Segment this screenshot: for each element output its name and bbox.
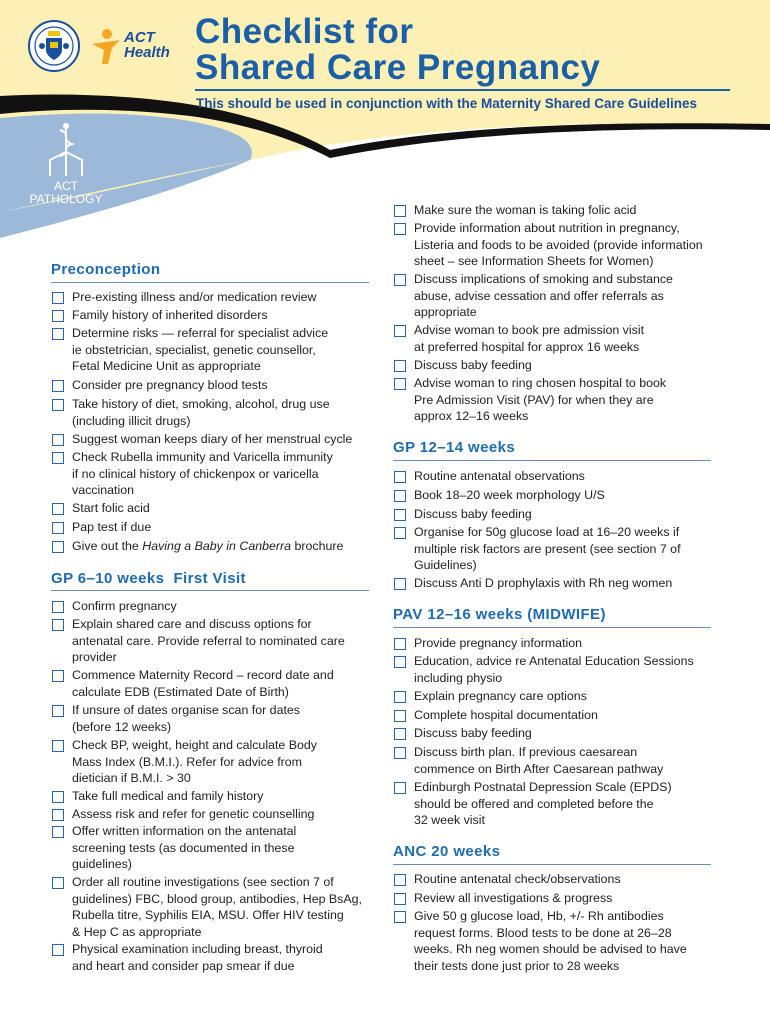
checkbox-icon[interactable] — [394, 874, 406, 886]
checkbox-icon[interactable] — [394, 656, 406, 668]
checkbox-icon[interactable] — [394, 728, 406, 740]
checkbox-icon[interactable] — [52, 740, 64, 752]
checkbox-icon[interactable] — [394, 691, 406, 703]
checkbox-icon[interactable] — [394, 360, 406, 372]
checkbox-icon[interactable] — [52, 826, 64, 838]
checkbox-icon[interactable] — [52, 328, 64, 340]
section-title-pav-12-16-weeks: PAV 12–16 weeks (MIDWIFE) — [393, 606, 606, 623]
checklist-item[interactable]: Routine antenatal check/observations — [394, 871, 621, 888]
checkbox-icon[interactable] — [394, 223, 406, 235]
checkbox-icon[interactable] — [52, 434, 64, 446]
checkbox-icon[interactable] — [52, 380, 64, 392]
page-title — [195, 14, 600, 86]
checkbox-icon[interactable] — [394, 747, 406, 759]
checklist-item[interactable]: Check BP, weight, height and calculate Body Mass Index (B.M.I.). Refer for advice from dietician if B.M.I. > 30 — [52, 737, 317, 787]
checkbox-icon[interactable] — [394, 205, 406, 217]
checkbox-icon[interactable] — [52, 452, 64, 464]
checklist-item[interactable]: Discuss baby feeding — [394, 357, 532, 374]
checklist-item[interactable]: Check Rubella immunity and Varicella immunity if no clinical history of chickenpox or varicella vaccination — [52, 449, 333, 499]
checklist-item[interactable]: Family history of inherited disorders — [52, 307, 268, 324]
checklist-item[interactable]: Offer written information on the antenatal screening tests (as documented in these guidelines) — [52, 823, 296, 873]
checkbox-icon[interactable] — [52, 541, 64, 553]
checklist-item[interactable]: If unsure of dates organise scan for dates (before 12 weeks) — [52, 702, 300, 735]
checkbox-icon[interactable] — [52, 705, 64, 717]
checklist-item[interactable]: Provide pregnancy information — [394, 635, 582, 652]
checklist-item[interactable]: Advise woman to ring chosen hospital to book Pre Admission Visit (PAV) for when they are approx 12–16 weeks — [394, 375, 666, 425]
checkbox-icon[interactable] — [52, 292, 64, 304]
act-pathology-logo — [26, 122, 116, 206]
section-rule — [51, 282, 369, 283]
checkbox-icon[interactable] — [52, 809, 64, 821]
checkbox-icon[interactable] — [394, 274, 406, 286]
section-title-gp-12-14-weeks: GP 12–14 weeks — [393, 439, 516, 456]
checklist-item[interactable]: Advise woman to book pre admission visit at preferred hospital for approx 16 weeks — [394, 322, 644, 355]
checkbox-icon[interactable] — [394, 527, 406, 539]
checklist-item[interactable]: Routine antenatal observations — [394, 468, 585, 485]
checklist-item[interactable]: Discuss birth plan. If previous caesarean commence on Birth After Caesarean pathway — [394, 744, 663, 777]
section-rule — [393, 864, 711, 865]
checklist-item[interactable]: Physical examination including breast, thyroid and heart and consider pap smear if due — [52, 941, 323, 974]
checklist-item[interactable]: Start folic acid — [52, 500, 150, 517]
checkbox-icon[interactable] — [394, 782, 406, 794]
checkbox-icon[interactable] — [394, 638, 406, 650]
checklist-item[interactable]: Explain pregnancy care options — [394, 688, 587, 705]
act-health-text: ACT Health — [124, 29, 170, 61]
checkbox-icon[interactable] — [52, 399, 64, 411]
checkbox-icon[interactable] — [52, 601, 64, 613]
checklist-item[interactable]: Pap test if due — [52, 519, 151, 536]
checkbox-icon[interactable] — [52, 503, 64, 515]
checklist-item[interactable]: Review all investigations & progress — [394, 890, 612, 907]
checkbox-icon[interactable] — [394, 911, 406, 923]
checklist-item[interactable]: Provide information about nutrition in pregnancy, Listeria and foods to be avoided (provide information sheet – see Information Sheets for Women) — [394, 220, 703, 270]
checkbox-icon[interactable] — [394, 471, 406, 483]
section-rule — [393, 460, 711, 461]
checklist-item[interactable]: Book 18–20 week morphology U/S — [394, 487, 605, 504]
checklist-item[interactable]: Give out the Having a Baby in Canberra brochure — [52, 538, 343, 555]
checkbox-icon[interactable] — [52, 944, 64, 956]
checkbox-icon[interactable] — [394, 710, 406, 722]
checklist-item[interactable]: Confirm pregnancy — [52, 598, 177, 615]
section-rule — [51, 590, 369, 591]
section-title-anc-20-weeks: ANC 20 weeks — [393, 843, 501, 860]
checkbox-icon[interactable] — [394, 509, 406, 521]
checkbox-icon[interactable] — [52, 310, 64, 322]
title-underline — [195, 89, 730, 91]
checkbox-icon[interactable] — [394, 378, 406, 390]
checklist-item[interactable]: Order all routine investigations (see section 7 of guidelines) FBC, blood group, antibodies, Hep BsAg, Rubella titre, Syphilis EIA, MSU. Offer HIV testing & Hep C as appropriate — [52, 874, 362, 940]
checklist-item[interactable]: Pre-existing illness and/or medication review — [52, 289, 316, 306]
checklist-item[interactable]: Complete hospital documentation — [394, 707, 598, 724]
section-title-preconception: Preconception — [51, 261, 161, 278]
section-title-gp-6-10-weeks: GP 6–10 weeks First Visit — [51, 570, 246, 587]
checklist-item[interactable]: Discuss implications of smoking and substance abuse, advise cessation and offer referrals as appropriate — [394, 271, 673, 321]
checkbox-icon[interactable] — [394, 490, 406, 502]
checklist-item[interactable]: Edinburgh Postnatal Depression Scale (EPDS) should be offered and completed before the 32 week visit — [394, 779, 672, 829]
checklist-item[interactable]: Organise for 50g glucose load at 16–20 weeks if multiple risk factors are present (see section 7 of Guidelines) — [394, 524, 681, 574]
checklist-item[interactable]: Consider pre pregnancy blood tests — [52, 377, 268, 394]
act-pathology-caduceus-icon — [46, 122, 86, 178]
section-rule — [393, 627, 711, 628]
checkbox-icon[interactable] — [52, 670, 64, 682]
checklist-item[interactable]: Give 50 g glucose load, Hb, +/- Rh antibodies request forms. Blood tests to be done at 26–28 weeks. Rh neg women should be advised to have their tests done just prior to 28 weeks — [394, 908, 687, 974]
checklist-item[interactable]: Discuss Anti D prophylaxis with Rh neg women — [394, 575, 672, 592]
checkbox-icon[interactable] — [52, 522, 64, 534]
checkbox-icon[interactable] — [394, 893, 406, 905]
page-title-line2: Shared Care Pregnancy — [195, 48, 601, 87]
checklist-item[interactable]: Suggest woman keeps diary of her menstrual cycle — [52, 431, 352, 448]
checklist-item[interactable]: Discuss baby feeding — [394, 506, 532, 523]
page-subtitle: This should be used in conjunction with the Maternity Shared Care Guidelines — [196, 96, 698, 111]
checklist-item[interactable]: Assess risk and refer for genetic counselling — [52, 806, 314, 823]
checklist-item[interactable]: Take full medical and family history — [52, 788, 263, 805]
checkbox-icon[interactable] — [394, 578, 406, 590]
checkbox-icon[interactable] — [52, 877, 64, 889]
brochure-title: Having a Baby in Canberra — [142, 539, 292, 553]
checklist-item[interactable]: Take history of diet, smoking, alcohol, drug use (including illicit drugs) — [52, 396, 330, 429]
act-pathology-text: ACT PATHOLOGY — [29, 179, 103, 206]
checklist-item[interactable]: Education, advice re Antenatal Education Sessions including physio — [394, 653, 694, 686]
checklist-item[interactable]: Commence Maternity Record – record date and calculate EDB (Estimated Date of Birth) — [52, 667, 334, 700]
checkbox-icon[interactable] — [52, 619, 64, 631]
checkbox-icon[interactable] — [394, 325, 406, 337]
checkbox-icon[interactable] — [52, 791, 64, 803]
checklist-item[interactable]: Explain shared care and discuss options for antenatal care. Provide referral to nominated care provider — [52, 616, 345, 666]
page-title-line1: Checklist for — [195, 12, 414, 51]
checklist-item[interactable]: Discuss baby feeding — [394, 725, 532, 742]
checklist-item[interactable]: Make sure the woman is taking folic acid — [394, 202, 636, 219]
act-health-figure-icon — [90, 28, 122, 68]
act-government-crest-icon — [28, 20, 80, 72]
checklist-item[interactable]: Determine risks — referral for specialist advice ie obstetrician, specialist, genetic counsellor, Fetal Medicine Unit as appropriate — [52, 325, 328, 375]
